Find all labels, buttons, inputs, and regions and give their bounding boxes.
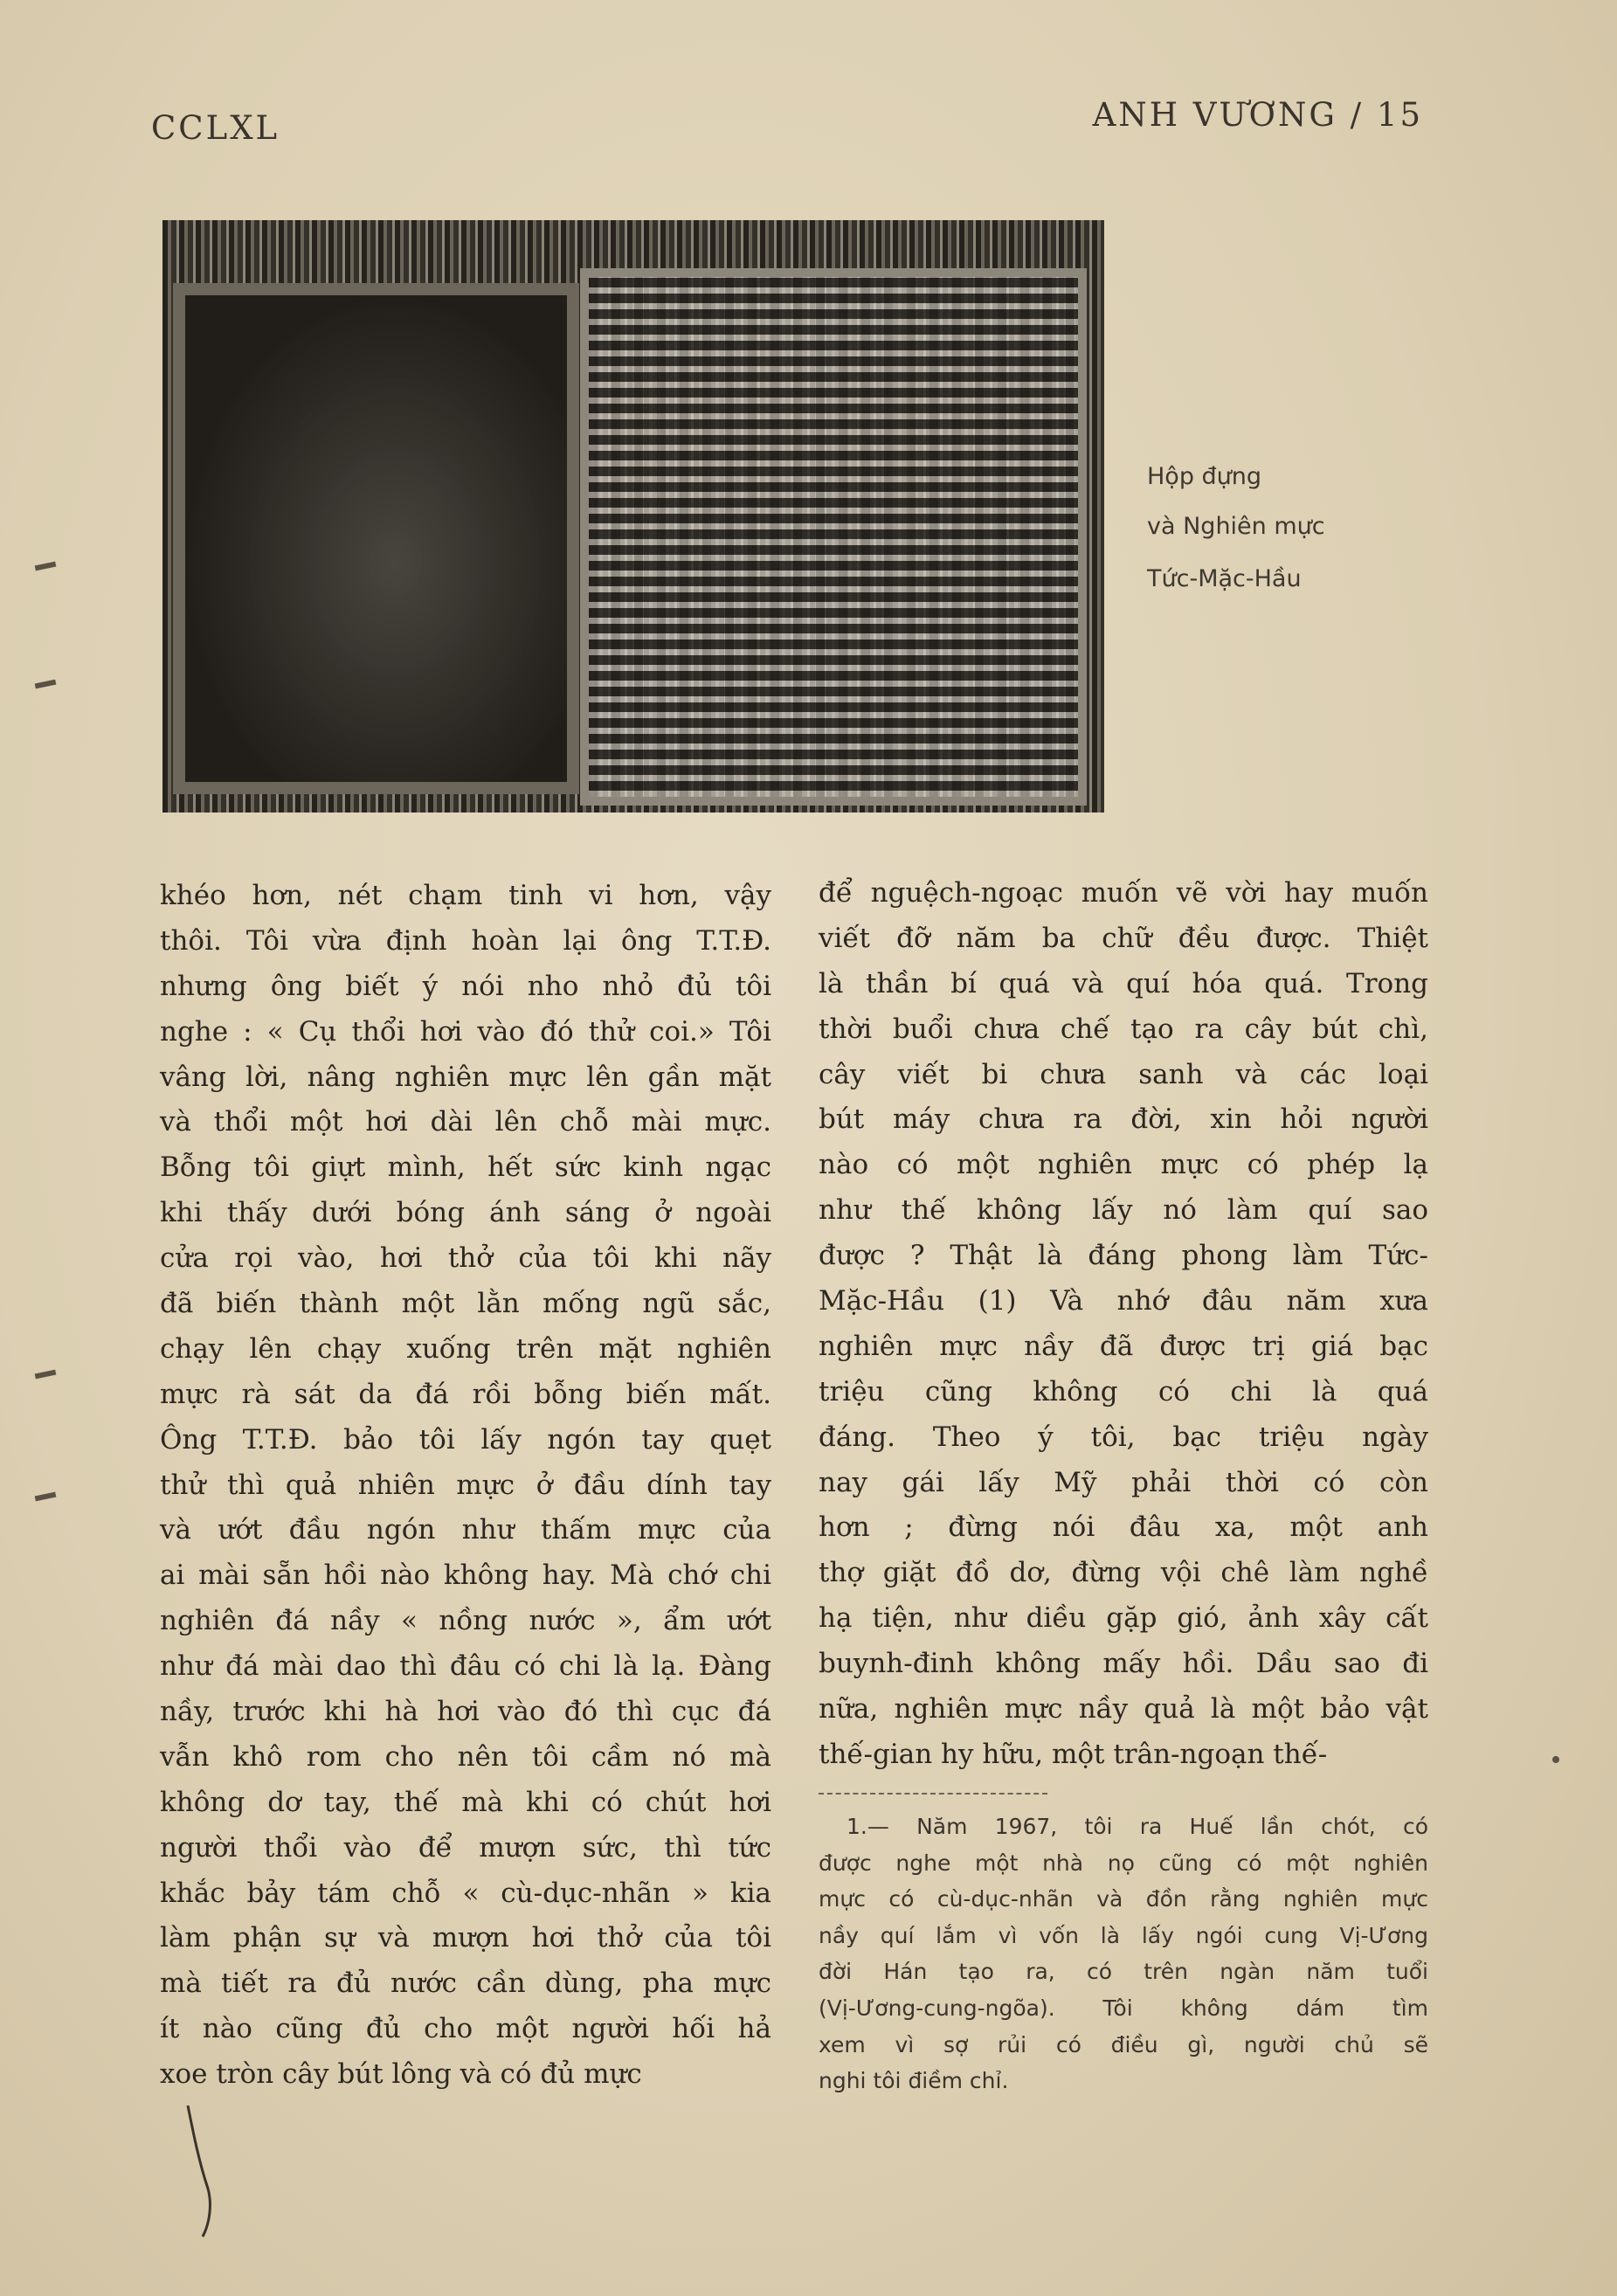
- footnote-line: được nghe một nhà nọ cũng có một nghiên: [819, 1850, 1428, 1876]
- right-column-line: để nguệch-ngoạc muốn vẽ vời hay muốn: [819, 877, 1428, 909]
- right-column-line: là thần bí quá và quí hóa quá. Trong: [819, 967, 1428, 999]
- left-column-line: Bỗng tôi giựt mình, hết sức kinh ngạc: [160, 1151, 771, 1184]
- right-column-line: bút máy chưa ra đời, xin hỏi người: [819, 1103, 1428, 1136]
- left-column-line: ai mài sẵn hồi nào không hay. Mà chớ chi: [160, 1559, 771, 1592]
- right-column-line: thợ giặt đồ dơ, đừng vội chê làm nghề: [819, 1557, 1428, 1589]
- left-column-line: vẫn khô rom cho nên tôi cầm nó mà: [160, 1740, 771, 1773]
- photo-caption-line: và Nghiên mực: [1147, 513, 1325, 540]
- right-column-line: hơn ; đừng nói đâu xa, một anh: [819, 1511, 1428, 1544]
- footnote-separator: [819, 1793, 1047, 1795]
- body-column-left: [160, 874, 771, 2098]
- footnote-line: 1.— Năm 1967, tôi ra Huế lần chót, có: [847, 1814, 1428, 1839]
- right-column-line: nữa, nghiên mực nầy quả là một bảo vật: [819, 1693, 1428, 1725]
- body-column-right: [819, 871, 1428, 1778]
- footnote-line: (Vị-Ương-cung-ngõa). Tôi không dám tìm: [819, 1995, 1428, 2021]
- photo-inkstone-box: [162, 220, 1104, 813]
- margin-mark: [35, 1492, 57, 1502]
- margin-mark: [35, 680, 57, 689]
- left-column-line: nghe : « Cụ thổi hơi vào đó thử coi.» Tôi: [160, 1015, 771, 1048]
- photo-box-lid: [173, 283, 579, 794]
- left-column-line: chạy lên chạy xuống trên mặt nghiên: [160, 1332, 771, 1365]
- right-column-line: Mặc-Hầu (1) Và nhớ đâu năm xưa: [819, 1285, 1428, 1317]
- left-column-line: khéo hơn, nét chạm tinh vi hơn, vậy: [160, 880, 771, 911]
- right-column-line: nào có một nghiên mực có phép lạ: [819, 1149, 1428, 1181]
- left-column-line: xoe tròn cây bút lông và có đủ mực: [160, 2058, 642, 2091]
- left-column-line: thử thì quả nhiên mực ở đầu dính tay: [160, 1469, 771, 1501]
- right-column-line: thời buổi chưa chế tạo ra cây bút chì,: [819, 1013, 1428, 1045]
- left-column-line: nghiên đá nầy « nồng nước », ẩm ướt: [160, 1605, 771, 1637]
- left-column-line: thôi. Tôi vừa định hoàn lại ông T.T.Đ.: [160, 924, 771, 957]
- pen-stroke-mark: [183, 2101, 218, 2241]
- right-column-line: như thế không lấy nó làm quí sao: [819, 1194, 1428, 1227]
- photo-inscribed-panel: [580, 268, 1087, 806]
- margin-mark: [35, 562, 57, 571]
- right-column-line: triệu cũng không có chi là quá: [819, 1375, 1428, 1407]
- footnote-line: nầy quí lắm vì vốn là lấy ngói cung Vị-Ương: [819, 1922, 1428, 1948]
- left-column-line: và thổi một hơi dài lên chỗ mài mực.: [160, 1106, 771, 1138]
- left-column-line: và ướt đầu ngón như thấm mực của: [160, 1514, 771, 1546]
- header-left-code: CCLXL: [151, 109, 280, 147]
- left-column-line: mà tiết ra đủ nước cần dùng, pha mực: [160, 1968, 771, 2000]
- right-column-line: cây viết bi chưa sanh và các loại: [819, 1058, 1428, 1090]
- footnote-line: mực có cù-dục-nhãn và đồn rằng nghiên mực: [819, 1886, 1428, 1912]
- left-column-line: ít nào cũng đủ cho một người hối hả: [160, 2013, 771, 2045]
- margin-mark: [35, 1370, 57, 1380]
- left-column-line: người thổi vào để mượn sức, thì tức: [160, 1831, 771, 1864]
- right-column-line: được ? Thật là đáng phong làm Tức-: [819, 1240, 1428, 1272]
- left-column-line: không dơ tay, thế mà khi có chút hơi: [160, 1786, 771, 1818]
- right-column-line: buynh-đinh không mấy hồi. Dầu sao đi: [819, 1648, 1428, 1680]
- photo-caption-line: Tức-Mặc-Hầu: [1147, 565, 1302, 592]
- left-column-line: nầy, trước khi hà hơi vào đó thì cục đá: [160, 1696, 771, 1728]
- left-column-line: cửa rọi vào, hơi thở của tôi khi nãy: [160, 1242, 771, 1275]
- footnote-line: nghi tôi điềm chỉ.: [819, 2068, 1009, 2094]
- left-column-line: Ông T.T.Đ. bảo tôi lấy ngón tay quẹt: [160, 1423, 771, 1456]
- right-column-line: nghiên mực nầy đã được trị giá bạc: [819, 1330, 1428, 1362]
- running-header: ANH VƯƠNG / 15: [1092, 96, 1423, 134]
- photo-caption-line: Hộp đựng: [1147, 463, 1262, 490]
- footnote-line: xem vì sợ rủi có điều gì, người chủ sẽ: [819, 2031, 1428, 2057]
- paper-speck: [1552, 1756, 1559, 1763]
- right-column-line: nay gái lấy Mỹ phải thời có còn: [819, 1466, 1428, 1498]
- right-column-line: thế-gian hy hữu, một trân-ngoạn thế-: [819, 1738, 1328, 1770]
- left-column-line: khắc bảy tám chỗ « cù-dục-nhãn » kia: [160, 1877, 771, 1909]
- left-column-line: vâng lời, nâng nghiên mực lên gần mặt: [160, 1061, 771, 1093]
- left-column-line: như đá mài dao thì đâu có chi là lạ. Đàng: [160, 1650, 771, 1683]
- right-column-line: đáng. Theo ý tôi, bạc triệu ngày: [819, 1421, 1428, 1453]
- right-column-line: viết đỡ năm ba chữ đều được. Thiệt: [819, 922, 1428, 954]
- left-column-line: làm phận sự và mượn hơi thở của tôi: [160, 1922, 771, 1954]
- footnote-line: đời Hán tạo ra, có trên ngàn năm tuổi: [819, 1959, 1428, 1985]
- left-column-line: nhưng ông biết ý nói nho nhỏ đủ tôi: [160, 970, 771, 1002]
- left-column-line: đã biến thành một lằn mống ngũ sắc,: [160, 1288, 771, 1320]
- left-column-line: khi thấy dưới bóng ánh sáng ở ngoài: [160, 1197, 771, 1229]
- right-column-line: hạ tiện, như diều gặp gió, ảnh xây cất: [819, 1602, 1428, 1635]
- left-column-line: mực rà sát da đá rồi bỗng biến mất.: [160, 1378, 771, 1410]
- footnote: [819, 1808, 1428, 2099]
